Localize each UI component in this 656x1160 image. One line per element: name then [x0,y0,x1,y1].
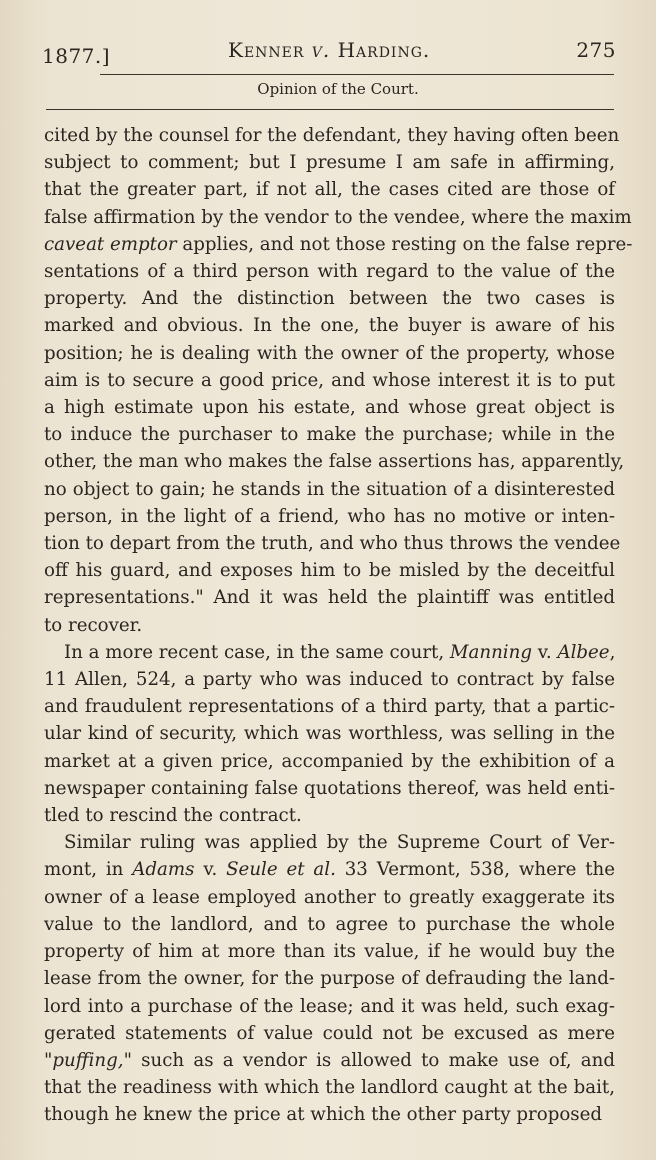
text-line: newspaper containing false quotations thereof, was held enti- [44,777,615,799]
header-rule [100,74,614,75]
text-line: no object to gain; he stands in the situation of a disinterested [44,478,615,500]
text-line: and fraudulent representations of a third party, that a partic- [44,696,615,718]
text-line: representations." And it was held the plaintiff was entitled [44,587,615,609]
text-line: aim is to secure a good price, and whose interest it is to put [44,369,615,391]
text-line: person, in the light of a friend, who has no motive or inten- [44,505,615,527]
text-line: lease from the owner, for the purpose of defrauding the land- [44,968,615,990]
text-line: marked and obvious. In the one, the buyer is aware of his [44,315,615,337]
text-line: In a more recent case, in the same court, Manning v. Albee, [64,641,616,663]
page-number: 275 [576,38,616,62]
text-line: gerated statements of value could not be excused as mere [44,1022,615,1044]
text-line: property of him at more than its value, if he would buy the [44,941,615,963]
text-line: though he knew the price at which the other party proposed [44,1104,603,1126]
text-line: that the greater part, if not all, the cases cited are those of [44,179,615,201]
section-subheader: Opinion of the Court. [257,80,419,98]
text-line: Similar ruling was applied by the Supreme Court of Ver- [64,832,615,854]
text-line: tion to depart from the truth, and who thus throws the vendee [44,533,621,555]
text-line: other, the man who makes the false assertions has, apparently, [44,451,625,473]
text-line: market at a given price, accompanied by the exhibition of a [44,750,615,772]
text-line: subject to comment; but I presume I am safe in affirming, [44,152,615,174]
text-line: to recover. [44,614,143,636]
text-line: caveat emptor applies, and not those resting on the false repre- [44,233,633,255]
text-line: ular kind of security, which was worthless, was selling in the [44,723,615,745]
text-line: that the readiness with which the landlord caught at the bait, [44,1077,615,1099]
text-line: mont, in Adams v. Seule et al. 33 Vermont, 538, where the [44,859,616,881]
text-line: a high estimate upon his estate, and whose great object is [44,397,615,419]
text-line: sentations of a third person with regard to the value of the [44,261,615,283]
text-line: value to the landlord, and to agree to purchase the whole [44,913,615,935]
text-line: property. And the distinction between the two cases is [44,288,615,310]
text-line: tled to rescind the contract. [44,805,302,827]
header-case-title: Kenner v. Harding. [228,38,431,62]
text-line: cited by the counsel for the defendant, they having often been [44,125,620,146]
opinion-text [44,122,633,1129]
text-line: lord into a purchase of the lease; and it was held, such exag- [44,995,615,1017]
text-line: off his guard, and exposes him to be misled by the deceitful [44,560,615,582]
text-line: to induce the purchaser to make the purchase; while in the [44,424,615,446]
text-line: 11 Allen, 524, a party who was induced to contract by false [44,669,615,691]
text-line: false affirmation by the vendor to the vendee, where the maxim [44,206,632,228]
text-line: "puffing," such as a vendor is allowed to make use of, and [44,1049,615,1071]
text-line: owner of a lease employed another to greatly exaggerate its [44,886,615,908]
header-year: 1877.] [42,44,111,68]
subheader-rule [46,109,614,110]
text-line: position; he is dealing with the owner of the property, whose [44,342,615,364]
running-header [42,36,616,66]
